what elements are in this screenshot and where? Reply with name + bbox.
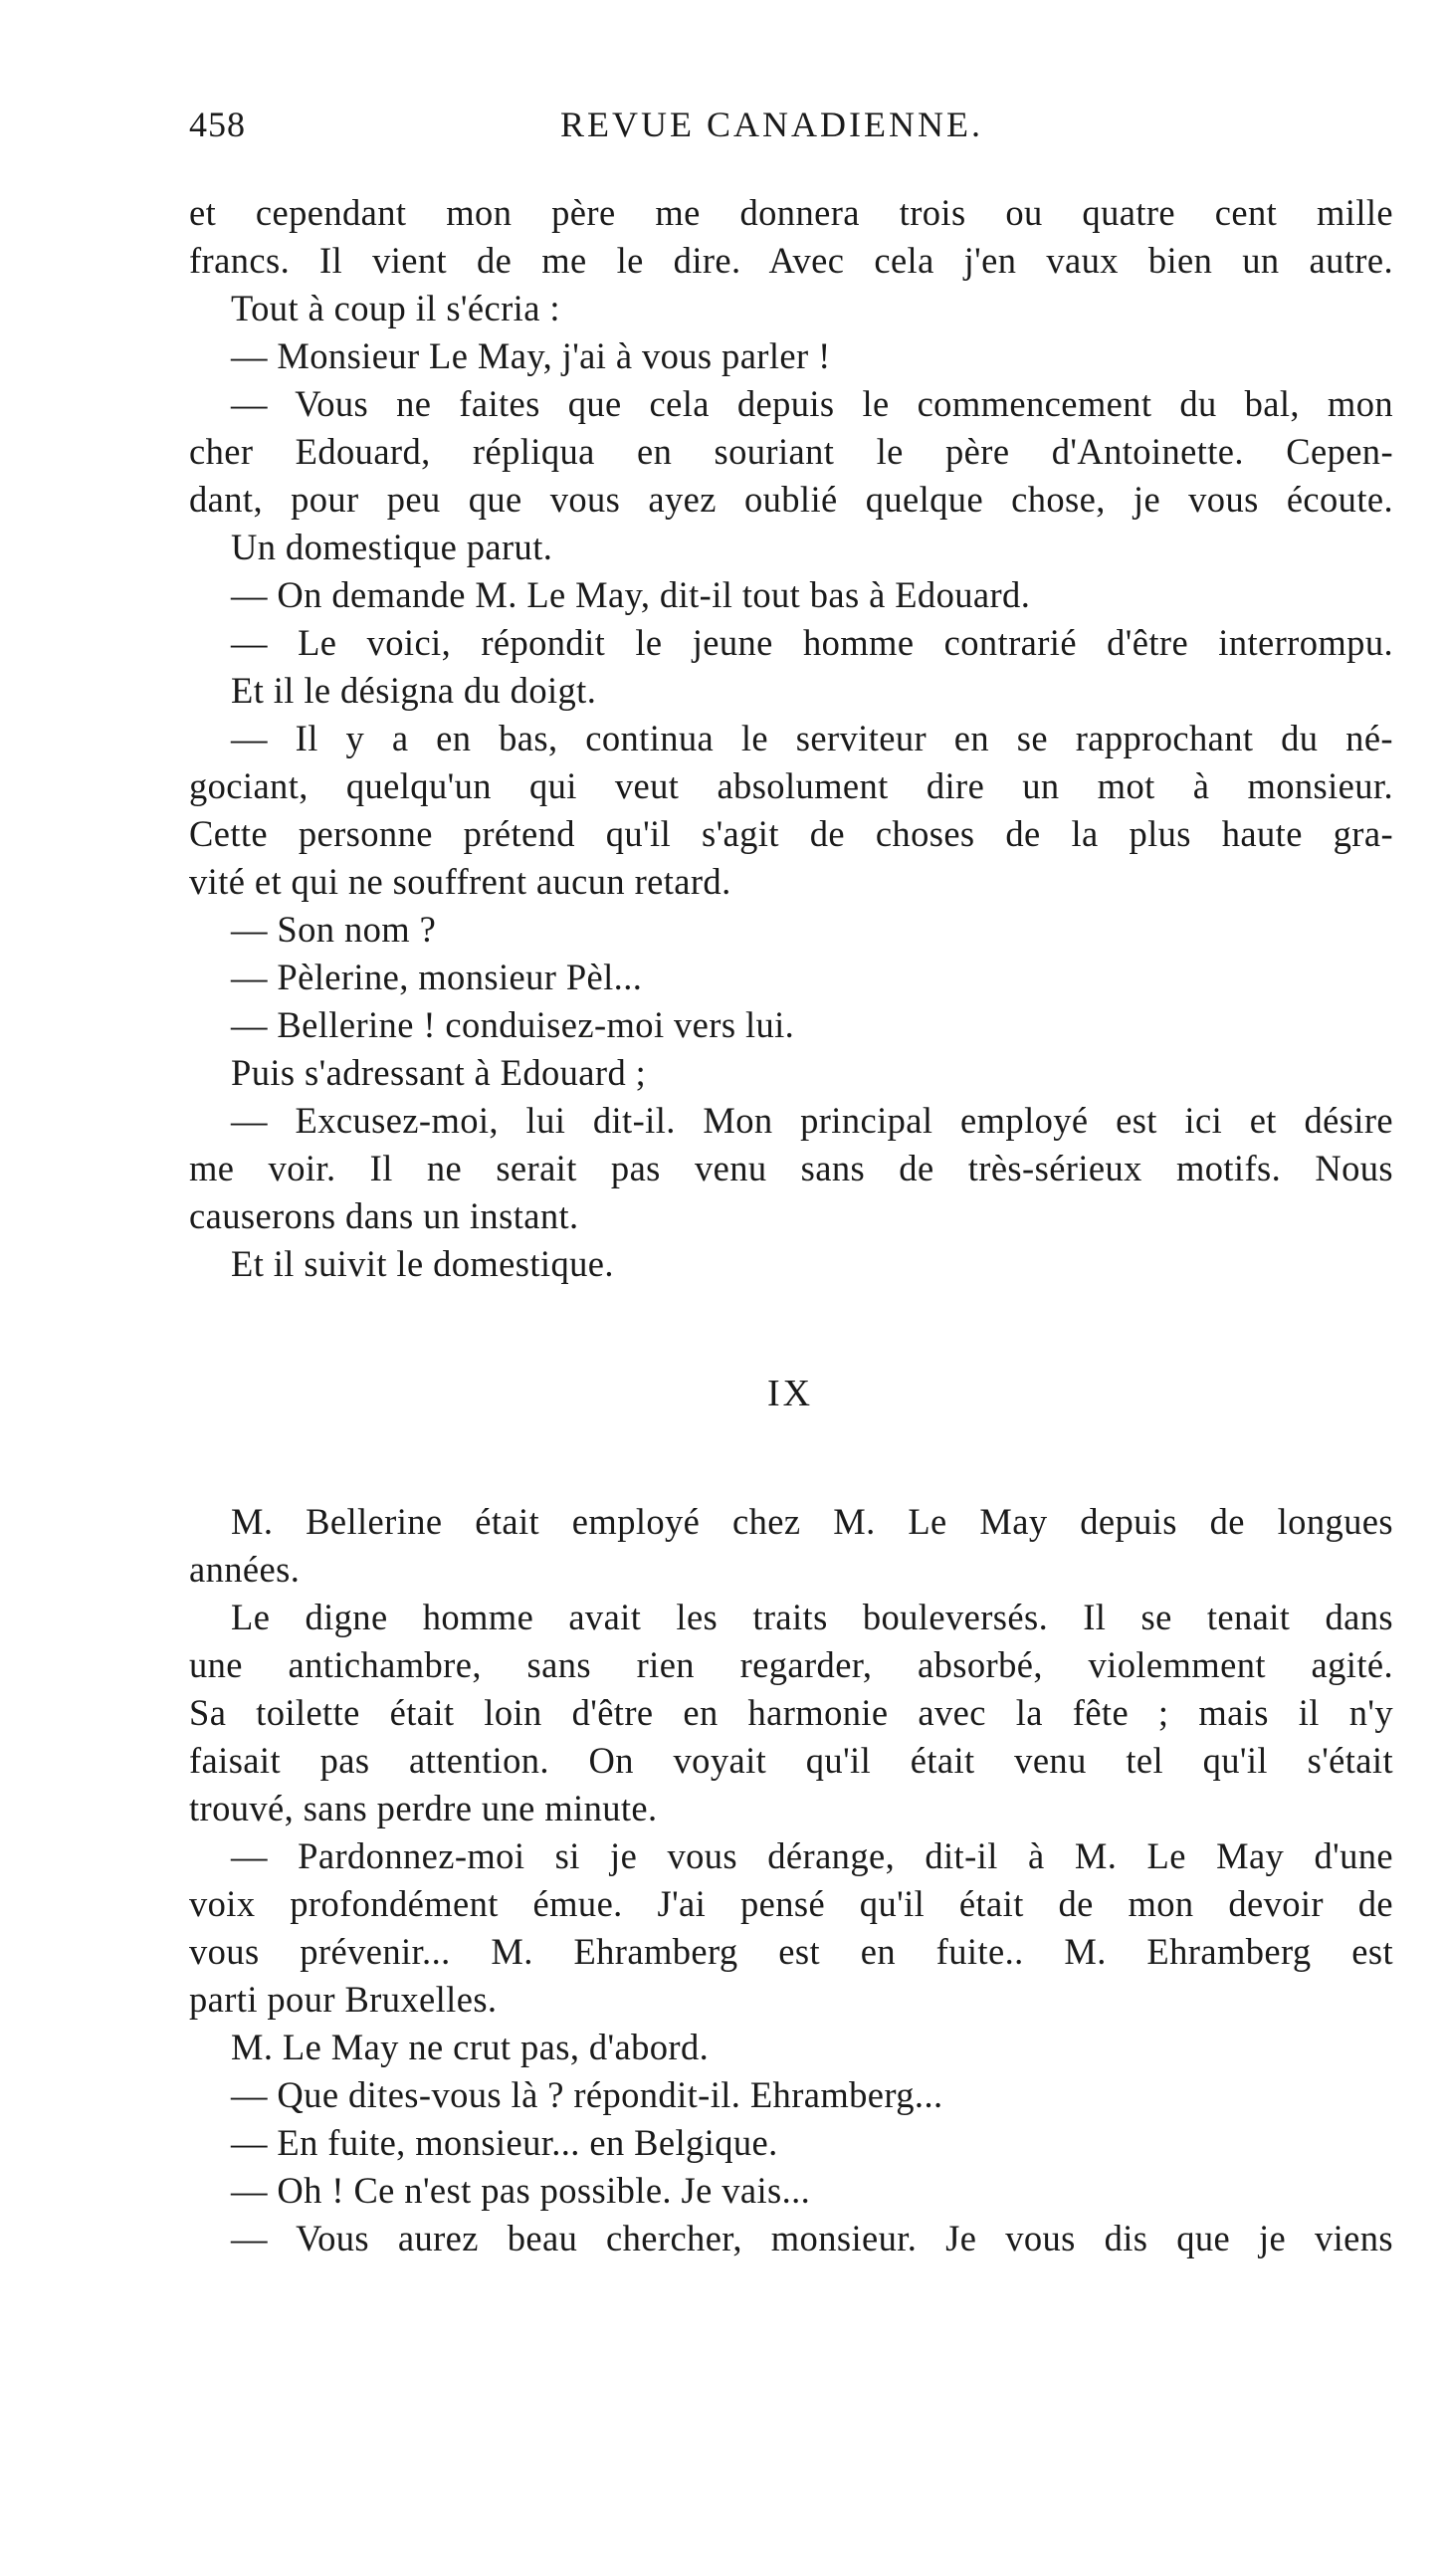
text-line: parti pour Bruxelles. — [189, 1979, 498, 2020]
text-line: voix profondément émue. J'ai pensé qu'il était de mon devoir de — [189, 1883, 1393, 1924]
text-line: Puis s'adressant à Edouard ; — [231, 1052, 647, 1093]
text-line: — Monsieur Le May, j'ai à vous parler ! — [231, 335, 831, 376]
text-line: années. — [189, 1549, 301, 1590]
text-line: vité et qui ne souffrent aucun retard. — [189, 861, 731, 902]
text-line: Tout à coup il s'écria : — [231, 288, 560, 328]
running-title: REVUE CANADIENNE. — [560, 105, 983, 144]
text-line: francs. Il vient de me le dire. Avec cela j'en vaux bien un autre. — [189, 240, 1393, 281]
page-header — [189, 104, 1393, 163]
chapter-heading: IX — [766, 1373, 814, 1414]
text-line: Cette personne prétend qu'il s'agit de choses de la plus haute gra- — [189, 813, 1393, 854]
text-line: Un domestique parut. — [231, 527, 553, 567]
text-line: — Bellerine ! conduisez-moi vers lui. — [231, 1004, 795, 1045]
text-line: Et il suivit le domestique. — [231, 1243, 614, 1284]
text-line: M. Bellerine était employé chez M. Le May depuis de longues — [231, 1501, 1393, 1542]
text-line: — Son nom ? — [231, 909, 437, 950]
text-line: Sa toilette était loin d'être en harmonie avec la fête ; mais il n'y — [189, 1692, 1393, 1733]
text-line: — Excusez-moi, lui dit-il. Mon principal employé est ici et désire — [231, 1100, 1393, 1141]
text-line: — Pardonnez-moi si je vous dérange, dit-il à M. Le May d'une — [231, 1835, 1393, 1876]
text-line: vous prévenir... M. Ehramberg est en fuite.. M. Ehramberg est — [189, 1931, 1393, 1972]
text-line: me voir. Il ne serait pas venu sans de très-sérieux motifs. Nous — [189, 1148, 1393, 1188]
text-line: — Pèlerine, monsieur Pèl... — [231, 957, 643, 997]
text-line: causerons dans un instant. — [189, 1195, 579, 1236]
text-line: Et il le désigna du doigt. — [231, 670, 597, 711]
text-line: M. Le May ne crut pas, d'abord. — [231, 2027, 710, 2067]
text-line: — Vous ne faites que cela depuis le commencement du bal, mon — [231, 383, 1393, 424]
text-line: — En fuite, monsieur... en Belgique. — [231, 2122, 778, 2163]
text-line: trouvé, sans perdre une minute. — [189, 1788, 658, 1828]
text-line: cher Edouard, répliqua en souriant le père d'Antoinette. Cepen- — [189, 431, 1393, 472]
text-line: — Le voici, répondit le jeune homme contrarié d'être interrompu. — [231, 622, 1393, 663]
text-line: — On demande M. Le May, dit-il tout bas à Edouard. — [231, 574, 1031, 615]
text-line: — Que dites-vous là ? répondit-il. Ehramberg... — [231, 2074, 943, 2115]
text-line: Le digne homme avait les traits bouleversés. Il se tenait dans — [231, 1597, 1393, 1637]
text-line: dant, pour peu que vous ayez oublié quelque chose, je vous écoute. — [189, 479, 1393, 520]
text-line: — Oh ! Ce n'est pas possible. Je vais... — [231, 2170, 811, 2211]
text-line: — Il y a en bas, continua le serviteur en se rapprochant du né- — [231, 718, 1393, 758]
text-line: et cependant mon père me donnera trois ou quatre cent mille — [189, 192, 1393, 233]
text-line: gociant, quelqu'un qui veut absolument dire un mot à monsieur. — [189, 765, 1393, 806]
text-line: une antichambre, sans rien regarder, absorbé, violemment agité. — [189, 1644, 1393, 1685]
page-number: 458 — [189, 105, 246, 144]
text-line: — Vous aurez beau chercher, monsieur. Je vous dis que je viens — [231, 2218, 1393, 2258]
text-line: faisait pas attention. On voyait qu'il était venu tel qu'il s'était — [189, 1740, 1393, 1781]
